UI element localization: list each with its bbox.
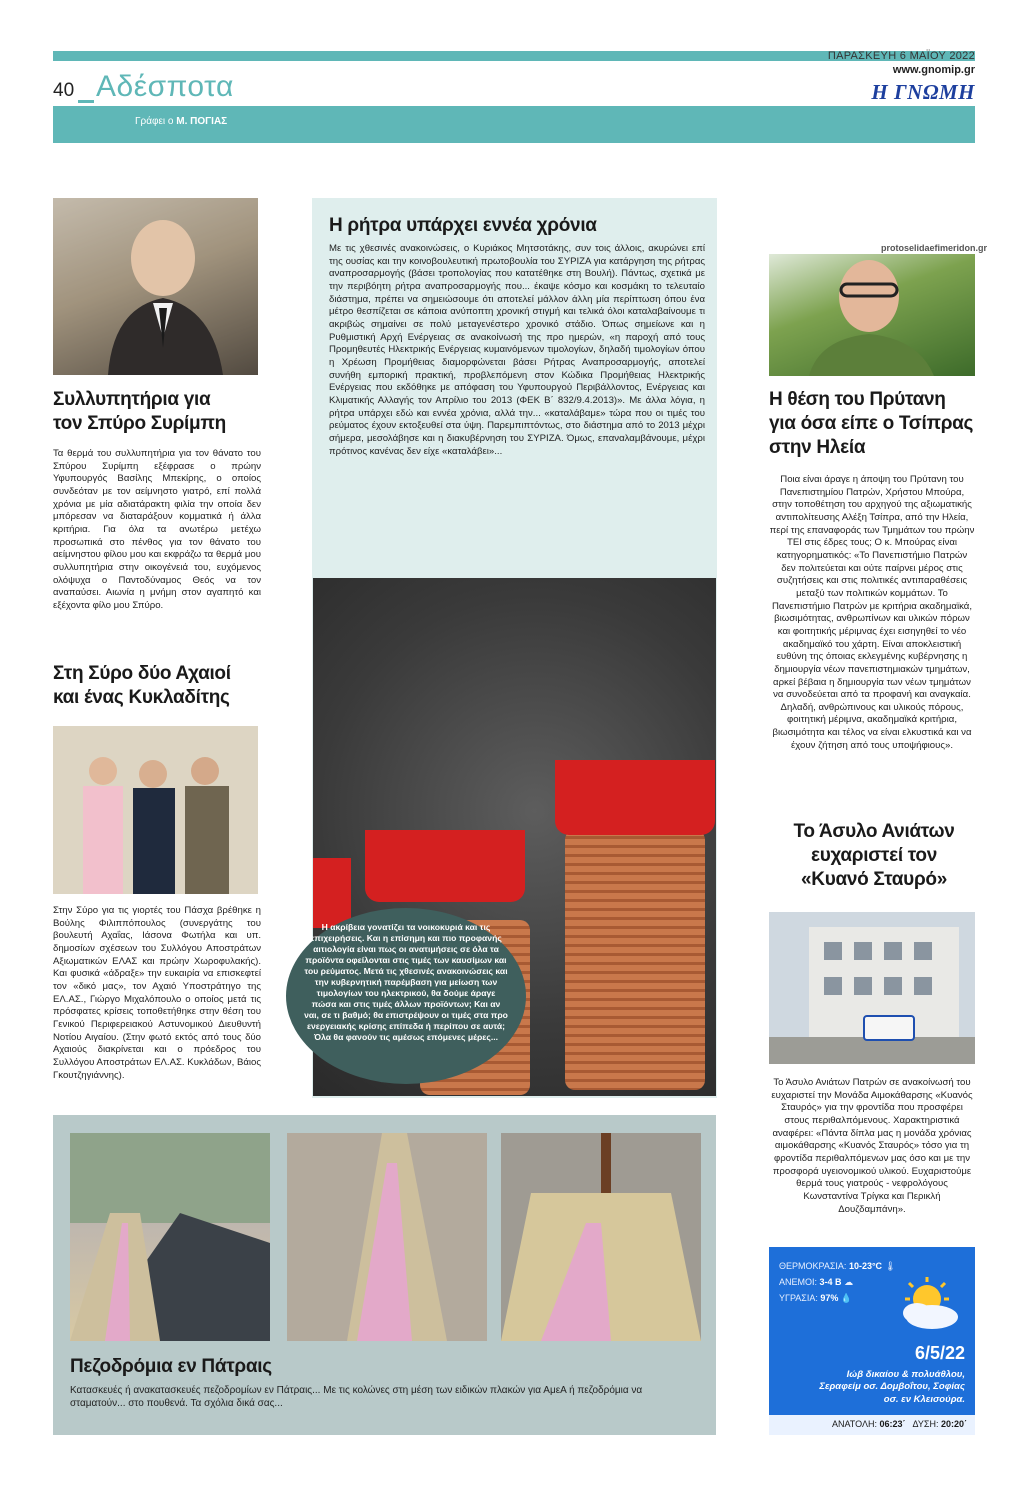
wind-value: 3-4 Β [819, 1277, 842, 1287]
rector-body: Ποια είναι άραγε η άποψη του Πρύτανη του Πανεπιστημίου Πατρών, Χρήστου Μπούρα, στην τοποθέτηση του αρχηγού της αξιωματικής αντιπολίτευσης Αλέξη Τσίπρα, από την Ηλεία, περί της επαναφοράς των Τμημάτων του πρώην ΤΕΙ στις έδρες τους; Ο κ. Μπούρας είναι κατηγορηματικός: «Το Πανεπιστήμιο Πατρών δεν πολιτεύεται και ούτε παίρνει μέρος στις συζητήσεις και στις πολιτικές αντιπαραθέσεις μεταξύ των πολιτικών κομμάτων. Το Πανεπιστήμιο Πατρών με κριτήρια ακαδημαϊκά, βιωσιμότητας, ανθρωπίνων και υλικών πόρων και φοιτητικής μέριμνας έχει εισηγηθεί το νέο ακαδημαϊκό του χάρτη. Είναι αποκλειστική ευθύνη της όποιας εκλεγμένης κυβέρνησης η δημιουργία νέων πανεπιστημιακών τμημάτων, αρκεί βέβαια η δημιουργία των νέων τμημάτων να συνοδεύεται από τα προφανή και αναγκαία. Δηλαδή, ανθρώπινους και υλικούς πόρους, φοιτητική μέριμνα, ακαδημαϊκά κριτήρια, βιωσιμότητα και τέλος να είναι ελκυστικά και να έχουν ζήτηση από τους υποψήφιους». [769, 474, 975, 751]
sidewalk-photo [501, 1133, 701, 1341]
name-days-line3: οσ. εν Κλεισούρα. [883, 1393, 965, 1405]
shopping-basket [313, 858, 351, 928]
asylum-headline-line3: «Κυανό Σταυρό» [801, 868, 947, 890]
humidity-label: ΥΓΡΑΣΙΑ: [779, 1293, 818, 1303]
syros-headline [53, 662, 263, 710]
pull-quote: Η ακρίβεια γονατίζει τα νοικοκυριά και τις επιχειρήσεις. Και η επίσημη και πιο προφανής αιτιολογία είναι πως οι ανατιμήσεις σε όλα τα προϊόντα οφείλονται στις τιμές των καυσίμων και του ρεύματος. Μετά τις χθεσινές ανακοινώσεις και την κυβερνητική παρέμβαση για μείωση των τιμολογίων του ηλεκτρικού, θα δούμε άραγε πώσα και στις τιμές άλλων προϊόντων; Και αν ναι, σε τι βαθμό; θα επιστρέψουν οι τιμές στα προ ενεργειακής κρίσης επίπεδα ή περίπου σε αυτά; Όλα θα φανούν τις αμέσως επόμενες μέρες... [286, 908, 526, 1084]
syros-body: Στην Σύρο για τις γιορτές του Πάσχα βρέθηκε η Βούλης Φιλιππόπουλος (συνεργάτης του βουλευτή Αχαΐας, Ιάσονα Φωτήλα και υπ. δημοσίων σχέσεων του Συλλόγου Αποστράτων Αξιωματικών ΕΛΑΣ και πρώην Χωροφυλακής). Και φυσικά «άδραξε» την ευκαιρία να επισκεφτεί τον «δικό μας», τον Αχαιό Υποστράτηγο της ΕΛ.ΑΣ., Γιώργο Μιχαλόπουλο ο οποίος μετά τις πρόσφατες κρίσεις τοποθετήθηκε στην θέση του Γενικού Περιφερειακού Αστυνομικού Διευθυντή Νοτίου Αιγαίου. (Στην φωτό εκτός από τους δύο Αχαιούς διακρίνεται και ο πρόεδρος του Συλλόγου Αποστράτων ΕΛ.ΑΣ. Κυκλάδων, Βάιος Γκουτζηγιάννης). [53, 905, 261, 1081]
rector-photo [769, 254, 975, 376]
sun-cloud-icon [887, 1275, 967, 1333]
asylum-body: Το Άσυλο Ανιάτων Πατρών σε ανακοίνωσή του ευχαριστεί την Μονάδα Αιμοκάθαρσης «Κυανός Σταυρός» για την φροντίδα που προσφέρει στους περιθαλπόμενους. Χαρακτηριστικά αναφέρει: «Πάντα δίπλα μας η μονάδα χρόνιας αιμοκάθαρσης «Κυανός Σταυρός» τόσο για τη φροντίδα περιθαλπόμενων μας όσο και με την προσφορά υγειονομικού υλικού. Ευχαριστούμε θερμά τους γιατρούς - νεφρολόγους Κωνσταντίνα Τρίγκα και Περικλή Δουζδαμπάνη». [771, 1077, 973, 1215]
temperature-label: ΘΕΡΜΟΚΡΑΣΙΑ: [779, 1261, 847, 1271]
sidewalk-illustration [501, 1133, 701, 1341]
asylum-headline-line2: ευχαριστεί τον [810, 844, 938, 866]
watermark: protoselidaefimeridon.gr [878, 243, 990, 253]
byline [135, 116, 227, 127]
weather-box [769, 1247, 975, 1435]
newspaper-logo: Η ΓΝΩΜΗ [871, 80, 975, 104]
sidewalk-photo [70, 1133, 270, 1341]
name-days-line1: Ιώβ δικαίου & πολυάθλου, [846, 1369, 965, 1380]
sidewalk-illustration [287, 1133, 487, 1341]
page-number: 40 [53, 80, 75, 101]
sunrise-value: 06:23΄ [879, 1419, 906, 1429]
humidity-value: 97% [820, 1293, 839, 1303]
condolences-headline-line2: τον Σπύρο Συρίμπη [53, 412, 226, 434]
byline-prefix: Γράφει ο [135, 116, 174, 127]
weather-wind [779, 1277, 853, 1288]
rector-headline-line3: στην Ηλεία [769, 436, 866, 458]
temperature-value: 10-23°C [848, 1261, 883, 1271]
site-url[interactable]: www.gnomip.gr [892, 64, 975, 76]
clause-body: Με τις χθεσινές ανακοινώσεις, ο Κυριάκος Μητσοτάκης, συν τοις άλλοις, ακυρώνει επί της ουσίας και την κοινοβουλευτική πρωτοβουλία του ΣΥΡΙΖΑ για κατάργηση της ρήτρας αναπροσαρμογής (βάσει τροπολογίας που κατατέθηκε στη Βουλή). Πάντως, σχετικά με την περιβόητη ρήτρα αναπροσαρμογής που... έκαψε κόσμο και κοσμάκη το τελευταίο διάστημα, πρέπει να σημειώσουμε ότι αποτελεί μάλλον άλλη μία περίπτωση όπου ένα μέτρο θεσπίζεται σε κάποια ανύποπτη χρονική στιγμή και τελικά όλοι καταλαβαίνουμε τι ακριβώς σημαίνει σε πολύ μεταγενέστερο χρονικό στάδιο. Όπως σημείωνε και η Ρυθμιστική Αρχή Ενέργειας σε ανακοίνωσή της προ ημερών, «η παροχή από τους Προμηθευτές Ηλεκτρικής Ενέργειας κυμαινόμενων τιμολογίων, δηλαδή τιμολογίων όπου η Χρέωση Προμήθειας διαμορφώνεται βάσει Ρήτρας Αναπροσαρμογής, αποτελεί συνήθη εμπορική πρακτική, προβλεπόμενη στον Κώδικα Προμήθειας Ηλεκτρικής Ενέργειας που εκδόθηκε με απόφαση του Υφυπουργού Περιβάλλοντος, Ενέργειας και Κλιματικής Αλλαγής τον Απρίλιο του 2013 (ΦΕΚ Β΄ 832/9.4.2013)». Με άλλα λόγια, η ρήτρα υπάρχει εδώ και εννέα χρόνια, αλλά την... «καταλάβαμε» τώρα που οι τιμές του ρεύματος έχουν εκτοξευθεί στα ύψη. Παρεμπιπτόντως, στο διάστημα από το 2013 μέχρι σήμερα, μεσολάβησε και η διακυβέρνηση του ΣΥΡΙΖΑ. Όμως, επαναλαμβάνουμε, μέχρι πρότινος κανένας δεν είχε «καταλάβει»... [329, 243, 705, 457]
weather-date: 6/5/22 [914, 1343, 965, 1363]
rector-headline-line1: Η θέση του Πρύτανη [769, 389, 946, 410]
sidewalks-body: Κατασκευές ή ανακατασκευές πεζοδρομίων εν Πάτραις... Με τις κολώνες στη μέση των ειδικών πλακών για ΑμεΑ ή πεζοδρόμια να σταματούν... στο πουθενά. Τα σχόλια δικά σας... [70, 1385, 643, 1410]
portrait-illustration [53, 198, 258, 375]
rector-headline-line2: για όσα είπε ο Τσίπρας [769, 412, 974, 434]
weather-temperature [779, 1261, 896, 1272]
syros-illustration [53, 726, 258, 894]
condolences-headline-line1: Συλλυπητήρια για [53, 389, 211, 410]
shopping-basket [555, 760, 715, 835]
wind-icon: ☁ [844, 1277, 854, 1287]
condolences-body: Τα θερμά του συλλυπητήρια για τον θάνατο του Σπύρου Συρίμπη εξέφρασε ο πρώην Υφυπουργός Βασίλης Μπεκίρης, ο οποίος συνδεόταν με τον αείμνηστο γιατρό, επί πολλά χρόνια με μία αδιατάρακτη φιλία την οποία δεν μπόρεσαν να διαταράξουν κομματικά ή άλλα κριτήρια. Για όλα τα ανωτέρω μετέχω προσωπικά στο πένθος για τον θάνατο του αείμνηστου φίλου μου και εκφράζω τα θερμά μου συλλυπητήρια στην οικογένειά του, ευχόμενος ολόψυχα ο Παντοδύναμος Θεός να τον αναπαύσει. Αιωνία η μνήμη στον αγαπητό και εξέχοντα φίλο μου Σπύρο. [53, 448, 261, 611]
syros-headline-line1: Στη Σύρο δύο Αχαιοί [53, 663, 231, 684]
issue-date: ΠΑΡΑΣΚΕΥΗ 6 ΜΑΪΟΥ 2022 [827, 50, 975, 62]
name-days-line2: Σεραφείμ οσ. Δομβοΐτου, Σοφίας [819, 1381, 965, 1393]
sidewalks-headline: Πεζοδρόμια εν Πάτραις [70, 1356, 272, 1377]
condolences-headline [53, 388, 263, 436]
sunrise-label: ΑΝΑΤΟΛΗ: [831, 1419, 877, 1429]
section-title: Αδέσποτα [96, 70, 234, 103]
byline-author: Μ. ΠΟΓΙΑΣ [176, 116, 228, 127]
asylum-headline-line1: Το Άσυλο Ανιάτων [793, 821, 955, 842]
rector-illustration [769, 254, 975, 376]
coin-stack [565, 830, 705, 1090]
rector-headline [769, 388, 979, 459]
portrait-photo [53, 198, 258, 375]
sidewalk-photo [287, 1133, 487, 1341]
shopping-basket [365, 830, 525, 902]
name-days [770, 1369, 965, 1406]
sun-times [769, 1415, 975, 1435]
humidity-icon: 💧 [840, 1293, 853, 1303]
sidewalk-illustration [70, 1133, 270, 1341]
asylum-photo [769, 912, 975, 1064]
weather-humidity [779, 1293, 852, 1304]
syros-photo [53, 726, 258, 894]
section-dash [78, 100, 94, 103]
sunset-label: ΔΥΣΗ: [912, 1419, 939, 1429]
wind-label: ΑΝΕΜΟΙ: [779, 1277, 818, 1287]
clause-headline: Η ρήτρα υπάρχει εννέα χρόνια [329, 215, 597, 236]
asylum-illustration [769, 912, 975, 1064]
sunset-value: 20:20΄ [940, 1419, 967, 1429]
thermometer-icon: 🌡 [884, 1261, 897, 1271]
asylum-headline [769, 820, 979, 891]
syros-headline-line2: και ένας Κυκλαδίτης [53, 686, 230, 708]
